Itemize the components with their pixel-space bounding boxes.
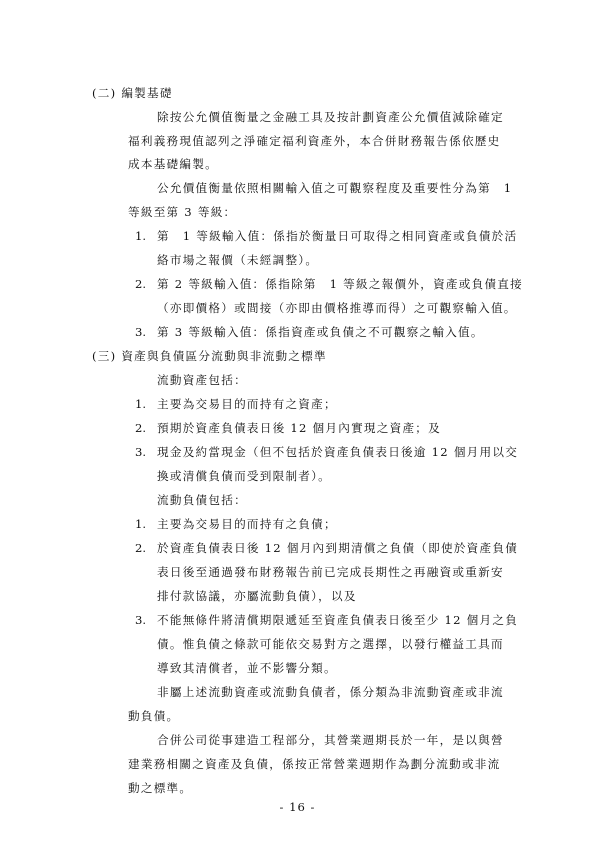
paragraph-line: 流動資產包括：: [157, 373, 247, 387]
list-item-number: 1.: [135, 229, 147, 243]
list-item-text: 表日後至通過發布財務報告前已完成長期性之再融資或重新安: [157, 565, 504, 579]
paragraph-line: 除按公允價值衡量之金融工具及按計劃資產公允價值減除確定: [157, 110, 504, 124]
list-item-text: 債。惟負債之條款可能依交易對方之選擇，以發行權益工具而: [157, 637, 504, 651]
list-item-number: 2.: [135, 541, 147, 555]
paragraph-line: 動負債。: [128, 709, 180, 723]
page-number: - 16 -: [279, 800, 316, 814]
paragraph-line: 等級至第 3 等級：: [128, 205, 237, 219]
list-item-text: 導致其清償者，並不影響分類。: [157, 661, 337, 675]
list-item-text: 主要為交易目的而持有之資產；: [157, 397, 337, 411]
list-item-text: 排付款協議，亦屬流動負債），以及: [157, 589, 357, 603]
list-item-text: 換或清償負債而受到限制者）。: [157, 469, 332, 483]
paragraph-line: 動之標準。: [128, 781, 193, 795]
list-item-text: 預期於資產負債表日後 12 個月內實現之資產；及: [157, 421, 441, 435]
paragraph-line: 非屬上述流動資產或流動負債者，係分類為非流動資產或非流: [157, 685, 504, 699]
list-item-number: 2.: [135, 421, 147, 435]
list-item-text: 於資產負債表日後 12 個月內到期清償之負債（即使於資產負債: [157, 541, 519, 555]
paragraph-line: 建業務相關之資產及負債，係按正常營業週期作為劃分流動或非流: [128, 757, 501, 771]
section-heading-classification: (三) 資產與負債區分流動與非流動之標準: [92, 349, 327, 363]
list-item-text: 不能無條件將清償期限遞延至資產負債表日後至少 12 個月之負: [157, 613, 519, 627]
list-item-text: （亦即價格）或間接（亦即由價格推導而得）之可觀察輸入值。: [157, 301, 517, 315]
list-item-number: 2.: [135, 277, 147, 291]
paragraph-line: 流動負債包括：: [157, 493, 247, 507]
list-item-text: 現金及約當現金（但不包括於資產負債表日後逾 12 個月用以交: [157, 445, 519, 459]
paragraph-line: 福利義務現值認列之淨確定福利資產外，本合併財務報告係依歷史: [128, 134, 501, 148]
list-item-text: 第 1 等級輸入值：係指於衡量日可取得之相同資產或負債於活: [157, 229, 518, 243]
list-item-text: 第 2 等級輸入值：係指除第 1 等級之報價外，資產或負債直接: [157, 277, 523, 291]
list-item-text: 絡市場之報價（未經調整）。: [157, 253, 319, 267]
list-item-number: 3.: [135, 325, 147, 339]
paragraph-line: 合併公司從事建造工程部分，其營業週期長於一年，是以與營: [157, 733, 504, 747]
paragraph-line: 成本基礎編製。: [128, 157, 218, 171]
list-item-number: 3.: [135, 445, 147, 459]
list-item-text: 主要為交易目的而持有之負債；: [157, 517, 337, 531]
section-heading-basis: (二) 編製基礎: [92, 86, 173, 100]
list-item-text: 第 3 等級輸入值：係指資產或負債之不可觀察之輸入值。: [157, 325, 484, 339]
list-item-number: 1.: [135, 517, 147, 531]
list-item-number: 3.: [135, 613, 147, 627]
paragraph-line: 公允價值衡量依照相關輸入值之可觀察程度及重要性分為第 1: [157, 181, 513, 195]
list-item-number: 1.: [135, 397, 147, 411]
